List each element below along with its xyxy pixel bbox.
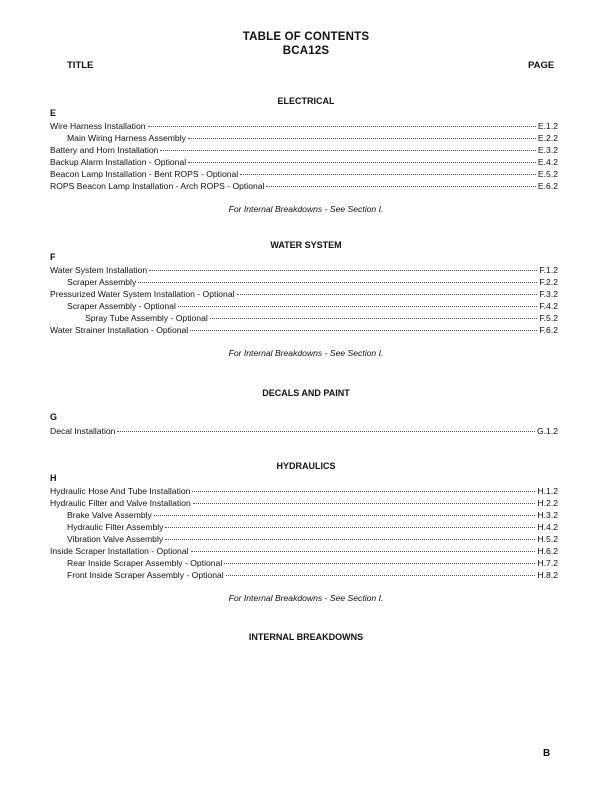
toc-entry-page: H.6.2 (537, 546, 558, 556)
dot-leader (165, 530, 535, 540)
toc-entry-title: Water System Installation (50, 265, 148, 275)
toc-entry-title: Decal Installation (50, 426, 116, 436)
toc-entry-page: H.1.2 (537, 486, 558, 496)
dot-leader (138, 273, 537, 283)
dot-leader (178, 297, 537, 307)
dot-leader (149, 261, 537, 271)
dot-leader (193, 494, 536, 504)
toc-entry-page: H.7.2 (537, 558, 558, 568)
toc-entry-page: E.5.2 (537, 169, 558, 179)
toc-entry-title: Backup Alarm Installation - Optional (50, 157, 187, 167)
dot-leader (160, 141, 535, 151)
toc-entry-page: H.5.2 (537, 534, 558, 544)
section-title-internal-breakdowns: INTERNAL BREAKDOWNS (248, 632, 364, 642)
dot-leader (191, 542, 536, 552)
internal-breakdowns-note: For Internal Breakdowns - See Section I. (228, 348, 384, 358)
section-letter-e: E (50, 108, 57, 118)
toc-entry-page: F.3.2 (539, 289, 558, 299)
toc-entry-page: E.6.2 (537, 181, 558, 191)
toc-entry[interactable] (50, 424, 558, 436)
section-title-electrical: ELECTRICAL (277, 96, 335, 106)
section-letter-g: G (50, 412, 58, 422)
section-letter-h: H (50, 473, 57, 483)
toc-entry-title: Beacon Lamp Installation - Bent ROPS - Optional (50, 169, 239, 179)
section-title-water-system: WATER SYSTEM (270, 240, 342, 250)
column-header-title: TITLE (67, 60, 94, 71)
toc-entry-title: Inside Scraper Installation - Optional (50, 546, 189, 556)
dot-leader (237, 285, 538, 295)
dot-leader (148, 117, 536, 127)
toc-entry-page: F.2.2 (539, 277, 558, 287)
toc-entry-title: Water Strainer Installation - Optional (50, 325, 189, 335)
toc-entry-title: Front Inside Scraper Assembly - Optional (67, 570, 224, 580)
toc-entry-page: F.6.2 (539, 325, 558, 335)
toc-entry-title: Spray Tube Assembly - Optional (85, 313, 208, 323)
dot-leader (154, 506, 536, 516)
section-letter-f: F (50, 252, 56, 262)
toc-entry-title: Wire Harness Installation (50, 121, 146, 131)
toc-entry-title: Hydraulic Hose And Tube Installation (50, 486, 191, 496)
toc-entry-page: F.5.2 (539, 313, 558, 323)
toc-entry-page: E.4.2 (537, 157, 558, 167)
toc-entry-title: Brake Valve Assembly (67, 510, 152, 520)
dot-leader (240, 165, 536, 175)
dot-leader (224, 554, 535, 564)
section-title-decals-and-paint: DECALS AND PAINT (262, 388, 350, 398)
dot-leader (188, 153, 536, 163)
toc-entry-page: E.3.2 (537, 145, 558, 155)
toc-entry-page: E.1.2 (537, 121, 558, 131)
dot-leader (117, 422, 535, 432)
toc-entry-page: F.4.2 (539, 301, 558, 311)
internal-breakdowns-note: For Internal Breakdowns - See Section I. (228, 593, 384, 603)
model-subtitle: BCA12S (282, 45, 330, 57)
toc-entry[interactable] (50, 179, 558, 191)
toc-entry-title: Pressurized Water System Installation - Optional (50, 289, 235, 299)
section-title-hydraulics: HYDRAULICS (276, 461, 336, 471)
toc-entry-title: Hydraulic Filter Assembly (67, 522, 164, 532)
toc-entry-page: G.1.2 (536, 426, 558, 436)
toc-entry-title: Rear Inside Scraper Assembly - Optional (67, 558, 223, 568)
toc-entry-title: Scraper Assembly (67, 277, 137, 287)
dot-leader (188, 129, 536, 139)
dot-leader (165, 518, 535, 528)
toc-entry-page: E.2.2 (537, 133, 558, 143)
toc-entry[interactable] (50, 323, 558, 335)
toc-entry-title: Battery and Horn Installation (50, 145, 159, 155)
toc-entry-page: H.8.2 (537, 570, 558, 580)
dot-leader (210, 309, 538, 319)
toc-entry-title: Scraper Assembly - Optional (67, 301, 176, 311)
toc-entry-title: ROPS Beacon Lamp Installation - Arch ROPS - Optional (50, 181, 265, 191)
toc-entry-page: F.1.2 (539, 265, 558, 275)
dot-leader (192, 482, 535, 492)
page-title: TABLE OF CONTENTS (242, 31, 370, 43)
dot-leader (226, 566, 536, 576)
page-footer-letter: B (543, 748, 551, 759)
toc-entry-title: Hydraulic Filter and Valve Installation (50, 498, 191, 508)
column-header-page: PAGE (528, 60, 555, 71)
internal-breakdowns-note: For Internal Breakdowns - See Section I. (228, 204, 384, 214)
toc-entry-page: H.3.2 (537, 510, 558, 520)
toc-entry-title: Vibration Valve Assembly (67, 534, 164, 544)
toc-entry-page: H.2.2 (537, 498, 558, 508)
toc-entry-page: H.4.2 (537, 522, 558, 532)
toc-entry[interactable] (50, 568, 558, 580)
dot-leader (266, 177, 535, 187)
toc-entry-title: Main Wiring Harness Assembly (67, 133, 186, 143)
dot-leader (190, 321, 537, 331)
